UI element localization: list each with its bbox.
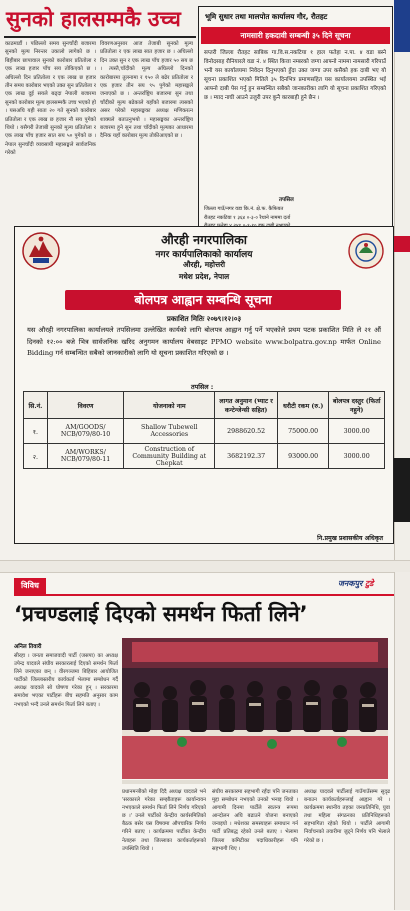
col-header-sn: सि.नं. xyxy=(24,392,48,419)
tender-table-header xyxy=(24,392,385,419)
tender-title-banner: बोलपत्र आह्वान सम्बन्धि सूचना xyxy=(65,290,341,310)
col-header-bid-fee: बोलपत्र दस्तुर (फिर्ता नहुने) xyxy=(329,392,385,419)
bottom-headline: ‘प्रचण्डलाई दिएको समर्थन फिर्ता लिने’ xyxy=(14,602,308,626)
tender-notice xyxy=(14,226,394,544)
bottom-column-3: संघीय सरकारमा सहभागी रहँदा पनि जनताका मुद्दा सम्बोधन नभएको उनको भनाइ थियो । आगामी दिनमा पार्टीले स्वतन्त्र रूपमा आन्दोलन अघि बढाउने योजना बनाएको जनाइयो । मधेशका समस्याहरू समाधान गर्न पार्टी प्रतिबद्ध रहेको उनले बताए । भेलामा जिल्ला कमिटीका पदाधिकारीहरू पनि सहभागी थिए । xyxy=(212,789,298,852)
event-photo xyxy=(122,638,388,779)
right-column-text xyxy=(396,60,410,220)
right-column-blue-banner xyxy=(394,0,410,52)
bolpatra-website: website www.bolpatra.gov.np xyxy=(235,337,337,346)
bottom-column-1: सीरहा । जनता समाजवादी पार्टी (जसपा) का अध्यक्ष उपेन्द्र यादवले संघीय सरकारलाई दिएको समर्थन फिर्ता लिने जनाएका छन् । वीरगञ्जमा बिहिबार आयोजित पार्टीको जिल्लास्तरीय कार्यकर्ता भेलामा सम्बोधन गर्दै अध्यक्ष यादवले सो घोषणा गरेका हुन् । सरकारमा समावेश भएका पार्टीहरू बीच सहमति अनुसार काम नभएको भन्दै उनले समर्थन फिर्ता लिने बताए । xyxy=(14,653,118,708)
land-notice-title-bar: नामसारी हकदावी सम्बन्धी ३५ दिने सूचना xyxy=(201,27,390,44)
office-province: मधेश प्रदेश, नेपाल xyxy=(178,272,230,281)
table-row xyxy=(24,444,385,469)
col-header-bid-security: धरौटी रकम (रु.) xyxy=(277,392,328,419)
publication-date: प्रकाशित मितिः २०७९।१२।०३ xyxy=(166,315,242,323)
cell-description: AM/GOODS/ NCB/079/80-10 xyxy=(47,419,123,444)
photo-caption-strip xyxy=(122,780,388,784)
cell-cost-estimate: 3682192.37 xyxy=(215,444,278,469)
office-subtitle: नगर कार्यपालिकाको कार्यालय xyxy=(155,250,253,260)
col-header-project-name: योजनाको नाम xyxy=(124,392,215,419)
right-column-dark-ad xyxy=(394,458,410,522)
cell-sn: २. xyxy=(24,444,48,469)
article-gold-column-1: काठमाडौं । पछिल्लो समय सुनचाँदी बजारमा सुनको मूल्य निरन्तर उकालो लागेको छ । बिहीबार छापावाल सुनको कारोबार प्रतितोला र एक लाख हजार पाँच सय तोकिएको छ । अघिल्लो दिन प्रतितोला र एक लाख छ हजार तीन समय कारोबार भएको उक्त सुन प्रतितोला र एक लाख दुई सयले बढ्दा नेपाली बजारमा सुनको कारोबार मूल्य हालसम्मकै उच्च भएको हो । यसअघि यही साता २० गते सुनको कारोबार प्रतितोला र एक लाख छ हजार नौ सय पुगेको थियो । यसैगरी तेजाबी सुनको मूल्य प्रतितोला र एक लाख पाँच हजार सात सय ५० पुगेको छ । नेपाल सुनचाँदी व्यवसायी महासङ्घले सार्वजनिक गरेको xyxy=(5,41,96,157)
right-adjacent-column-bottom xyxy=(394,572,410,910)
cell-bid-fee: 3000.00 xyxy=(329,444,385,469)
tender-body-text xyxy=(27,325,381,360)
table-row xyxy=(24,419,385,444)
cell-description: AM/WORKS/ NCB/079/80-11 xyxy=(47,444,123,469)
article-gold-headline: सुनको हालसम्मकै उच्च xyxy=(6,7,181,31)
cell-sn: १. xyxy=(24,419,48,444)
cell-project-name: Construction of Community Building at Chepkat xyxy=(124,444,215,469)
land-notice-box xyxy=(198,6,393,233)
section-rule xyxy=(14,594,394,596)
headline-rule xyxy=(4,36,196,38)
land-notice-row: रौतहट नकटिया १ ३६४ ०-३-० रैथाने नाममा दर्ता xyxy=(204,214,291,221)
tender-body-part-2: मार्फत Online Bidding गर्न सम्बन्धित सबैको जानकारीको लागि यो सूचना प्रकाशित गरिएको छ । xyxy=(27,337,381,357)
cell-bid-security: 93000.00 xyxy=(277,444,328,469)
land-notice-row: जिल्ला गाउँ/नगर वडा कि.नं. क्षे.फ. कैफियत xyxy=(204,206,284,212)
logo-text-right: टुडे xyxy=(365,579,374,588)
byline: अनिल तिवारी xyxy=(14,644,42,650)
cell-bid-security: 75000.00 xyxy=(277,419,328,444)
tender-body-part-1: यस औरही नगरपालिका कार्यालयले तपसिलमा उल्लेखित कार्यको लागि बोलपत्र आह्वान गर्नु पर्ने भएकोले प्रथम पटक प्रकाशित मिति ले २१ औं दिनको १२:०० बजे भित्र सार्वजनिक खरिद अनुगमन कार्यालय वेबसाइट PPMO xyxy=(27,326,381,346)
land-notice-text: सप्तरी जिल्ला रौतहट साबिक गा.वि.स.नकटिया १ हाल फतेहा न.पा. ४ वडा बस्ने विनोदसाह रौनियारले वडा नं. ४ स्थित कित्ता नम्बरको जग्गा आफ्नो नाममा नामसारी गरिपाउँ भनी यस कार्यालयमा निवेदन दिनुभएको हुँदा उक्त जग्गा उपर कसैको हक दाबी भए यो सूचना प्रकाशित भएको मितिले ३५ दिनभित्र प्रमाणसहित यस कार्यालयमा उपस्थित भई आफ्नो दाबी पेस गर्नु हुन सम्बन्धित सबैको जानकारीका लागि यो सूचना प्रकाशित गरिएको छ । म्याद नाघी आउने उजुरी उपर कुनै कारबाही हुने छैन । xyxy=(204,50,386,102)
tender-table-label: तपसिल : xyxy=(191,383,214,391)
event-photo-image xyxy=(122,638,388,779)
col-header-cost-estimate: लागत अनुमान (भ्याट र कन्टेन्जेन्सी सहित) xyxy=(215,392,278,419)
cell-cost-estimate: 2988620.52 xyxy=(215,419,278,444)
logo-text-left: जनकपुर xyxy=(338,579,363,588)
section-tag: विविध xyxy=(14,578,46,594)
article-gold-column-2: विवरणअनुसार आज तेजाबी सुनको मूल्य प्रतितोला र एक लाख सात हजार छ । अघिल्लो दिन उक्त सुन र एक लाख पाँच हजार ५० सय छ । त्यस्तै,चाँदीको मूल्य अघिल्लो दिनको कारोबारमा तुलनामा र १५० ले बढेर प्रतितोला र एक हजार तीन सय ९५ पुगेको महासङ्घले जनाएको छ । अन्तर्राष्ट्रिय बजारमा सुन तथा चाँदीको मूल्य बढेकाले यहाँको बजारमा त्यसको असर परेको महासङ्घका अध्यक्ष मणिकरत्न शाक्यले बताउनुभयो । महासङ्घका अन्तर्राष्ट्रिय बजारमा हुने सुन तथा चाँदीको मूल्यका आधारमा दैनिक यहाँ कारोबार मूल्य तोकीआएको छ । xyxy=(100,41,193,140)
land-notice-office: भूमि सुधार तथा मालपोत कार्यालय गौर, रौतहट xyxy=(205,12,328,21)
tender-table xyxy=(23,391,385,469)
right-column-red-tag xyxy=(394,236,410,252)
bottom-column-4: अध्यक्ष यादवले पार्टीलाई गाउँगाउँसम्म सुदृढ बनाउन कार्यकर्ताहरूलाई आह्वान गरे । कार्यक्रममा स्थानीय तहका जनप्रतिनिधि, युवा तथा महिला संगठनका प्रतिनिधिहरूको सहभागिता रहेको थियो । पार्टीले आगामी निर्वाचनको तयारीमा जुट्ने निर्णय पनि भेलाले गरेको छ । xyxy=(304,789,390,844)
signature-line: नि.प्रमुख प्रशासकीय अधिकृत xyxy=(317,535,383,542)
col-header-description: विवरण xyxy=(47,392,123,419)
cell-bid-fee: 3000.00 xyxy=(329,419,385,444)
bottom-column-2: प्रधानमन्त्रीको मोहा दिदै अध्यक्ष यादवले भने 'सरकारले गरेका सम्झौताहरू कार्यान्वयन नभएकाले समर्थन फिर्ता लिने निर्णय गरिएको छ ।' उनले पार्टीको केन्द्रीय कार्यसमितिको बैठक बसेर यस विषयमा औपचारिक निर्णय गरिने बताए । कार्यक्रममा पार्टीका केन्द्रीय नेताहरू तथा जिल्लाका कार्यकर्ताहरूको उपस्थिति थियो । xyxy=(122,789,206,852)
office-name: औरही नगरपालिका xyxy=(160,232,248,247)
newspaper-logo xyxy=(338,578,373,589)
land-notice-table-label: तपसिल xyxy=(279,197,294,203)
office-location: औरही, महोत्तरी xyxy=(182,260,226,269)
cell-project-name: Shallow Tubewell Accessories xyxy=(124,419,215,444)
